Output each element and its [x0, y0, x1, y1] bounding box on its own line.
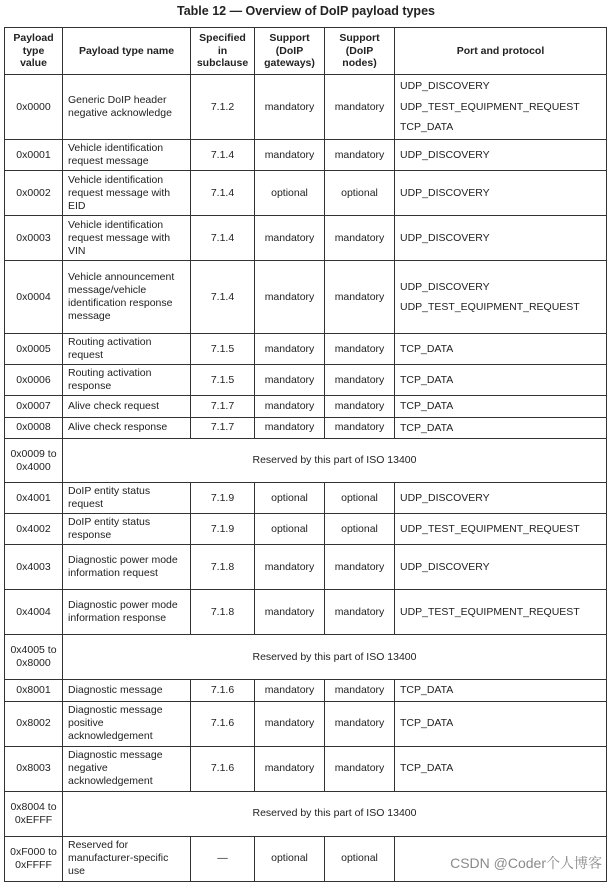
- payload-type-name: Diagnostic power mode information response: [63, 590, 191, 635]
- support-gateways: mandatory: [255, 75, 325, 140]
- table-title: Table 12 — Overview of DoIP payload types: [177, 4, 435, 18]
- support-gateways: mandatory: [255, 261, 325, 334]
- support-nodes: mandatory: [325, 261, 395, 334]
- table-row: [5, 680, 607, 702]
- port-protocol-item: TCP_DATA: [400, 717, 454, 730]
- port-protocol-item: TCP_DATA: [400, 121, 454, 134]
- payload-type-value: 0x0004: [5, 261, 63, 334]
- port-protocol: [395, 483, 607, 514]
- support-nodes: mandatory: [325, 680, 395, 702]
- payload-type-name: Diagnostic message: [63, 680, 191, 702]
- payload-type-value: 0x4001: [5, 483, 63, 514]
- payload-type-value: 0x0005: [5, 334, 63, 365]
- port-protocol: [395, 365, 607, 396]
- port-protocol: [395, 701, 607, 746]
- support-nodes: mandatory: [325, 746, 395, 791]
- table-row: [5, 261, 607, 334]
- payload-type-value: 0x8001: [5, 680, 63, 702]
- payload-type-name: Vehicle identification request message: [63, 140, 191, 171]
- port-protocol-item: UDP_DISCOVERY: [400, 186, 490, 199]
- support-nodes: mandatory: [325, 365, 395, 396]
- payload-type-value: 0x0008: [5, 417, 63, 439]
- table-row: [5, 701, 607, 746]
- reserved-row: [5, 439, 607, 483]
- table-row: [5, 75, 607, 140]
- payload-type-value: 0x8003: [5, 746, 63, 791]
- table-row: [5, 171, 607, 216]
- payload-type-value: 0x0006: [5, 365, 63, 396]
- port-protocol: [395, 216, 607, 261]
- payload-type-name: Diagnostic message positive acknowledgement: [63, 701, 191, 746]
- port-protocol-item: UDP_TEST_EQUIPMENT_REQUEST: [400, 301, 580, 313]
- header-port-protocol: Port and protocol: [395, 28, 607, 75]
- table-row: [5, 590, 607, 635]
- specified-clause: 7.1.7: [191, 417, 255, 439]
- specified-clause: 7.1.4: [191, 171, 255, 216]
- specified-clause: 7.1.7: [191, 396, 255, 418]
- support-nodes: mandatory: [325, 216, 395, 261]
- payload-type-name: Alive check response: [63, 417, 191, 439]
- port-protocol: [395, 261, 607, 334]
- support-gateways: mandatory: [255, 396, 325, 418]
- payload-type-value: 0x0000: [5, 75, 63, 140]
- payload-type-name: Vehicle identification request message with VIN: [63, 216, 191, 261]
- specified-clause: 7.1.4: [191, 140, 255, 171]
- payload-type-name: Vehicle announcement message/vehicle identification response message: [63, 261, 191, 334]
- table-row: [5, 417, 607, 439]
- port-protocol: [395, 396, 607, 418]
- specified-clause: 7.1.8: [191, 590, 255, 635]
- payload-types-table: [4, 27, 607, 882]
- table-row: [5, 746, 607, 791]
- port-protocol-item: TCP_DATA: [400, 342, 454, 355]
- support-gateways: optional: [255, 171, 325, 216]
- header-payload-type-value: Payload type value: [5, 28, 63, 75]
- payload-type-value: 0x8002: [5, 701, 63, 746]
- specified-clause: 7.1.9: [191, 514, 255, 545]
- support-gateways: mandatory: [255, 365, 325, 396]
- reserved-note: Reserved by this part of ISO 13400: [63, 791, 607, 836]
- specified-clause: 7.1.6: [191, 680, 255, 702]
- port-protocol: [395, 75, 607, 140]
- port-protocol-item: UDP_DISCOVERY: [400, 80, 490, 93]
- payload-type-name: Alive check request: [63, 396, 191, 418]
- specified-clause: 7.1.6: [191, 746, 255, 791]
- support-gateways: mandatory: [255, 680, 325, 702]
- payload-type-name: Diagnostic power mode information request: [63, 545, 191, 590]
- support-nodes: optional: [325, 514, 395, 545]
- payload-type-value: 0x0009 to 0x4000: [5, 439, 63, 483]
- payload-type-name: DoIP entity status response: [63, 514, 191, 545]
- payload-type-value: 0x0001: [5, 140, 63, 171]
- header-support-gateways: Support (DoIP gateways): [255, 28, 325, 75]
- port-protocol: [395, 417, 607, 439]
- table-row: [5, 216, 607, 261]
- port-protocol-item: UDP_DISCOVERY: [400, 148, 490, 161]
- payload-type-name: Generic DoIP header negative acknowledge: [63, 75, 191, 140]
- support-gateways: mandatory: [255, 746, 325, 791]
- payload-type-value: 0x4005 to 0x8000: [5, 635, 63, 680]
- port-protocol: [395, 680, 607, 702]
- header-specified-in: Specified in subclause: [191, 28, 255, 75]
- port-protocol-item: TCP_DATA: [400, 421, 454, 434]
- port-protocol-item: UDP_DISCOVERY: [400, 491, 490, 504]
- support-gateways: optional: [255, 514, 325, 545]
- port-protocol-item: UDP_TEST_EQUIPMENT_REQUEST: [400, 522, 580, 535]
- support-nodes: mandatory: [325, 590, 395, 635]
- table-body: [5, 75, 607, 882]
- specified-clause: 7.1.8: [191, 545, 255, 590]
- support-nodes: mandatory: [325, 545, 395, 590]
- payload-type-value: 0x4004: [5, 590, 63, 635]
- port-protocol-item: UDP_DISCOVERY: [400, 231, 490, 244]
- port-protocol: [395, 171, 607, 216]
- port-protocol: [395, 334, 607, 365]
- table-row: [5, 483, 607, 514]
- support-gateways: mandatory: [255, 417, 325, 439]
- payload-type-name: Routing activation response: [63, 365, 191, 396]
- payload-type-value: 0x8004 to 0xEFFF: [5, 791, 63, 836]
- payload-type-value: 0x4003: [5, 545, 63, 590]
- payload-type-value: 0x0003: [5, 216, 63, 261]
- specified-clause: 7.1.4: [191, 261, 255, 334]
- table-row: [5, 514, 607, 545]
- specified-clause: 7.1.2: [191, 75, 255, 140]
- support-nodes: optional: [325, 836, 395, 881]
- reserved-row: [5, 791, 607, 836]
- support-gateways: mandatory: [255, 545, 325, 590]
- support-nodes: mandatory: [325, 701, 395, 746]
- port-protocol-item: TCP_DATA: [400, 373, 454, 386]
- specified-clause: 7.1.4: [191, 216, 255, 261]
- table-row: [5, 545, 607, 590]
- port-protocol-item: TCP_DATA: [400, 762, 454, 775]
- support-gateways: mandatory: [255, 701, 325, 746]
- support-gateways: mandatory: [255, 590, 325, 635]
- specified-clause: 7.1.5: [191, 365, 255, 396]
- port-protocol: [395, 545, 607, 590]
- payload-type-value: 0xF000 to 0xFFFF: [5, 836, 63, 881]
- port-protocol-item: UDP_DISCOVERY: [400, 560, 490, 573]
- port-protocol: [395, 746, 607, 791]
- header-payload-type-name: Payload type name: [63, 28, 191, 75]
- table-row: [5, 334, 607, 365]
- port-protocol: [395, 590, 607, 635]
- support-nodes: optional: [325, 171, 395, 216]
- payload-type-value: 0x4002: [5, 514, 63, 545]
- support-gateways: mandatory: [255, 140, 325, 171]
- watermark: CSDN @Coder个人博客: [450, 855, 602, 871]
- specified-clause: 7.1.5: [191, 334, 255, 365]
- support-gateways: mandatory: [255, 334, 325, 365]
- reserved-row: [5, 635, 607, 680]
- port-protocol: [395, 514, 607, 545]
- support-gateways: mandatory: [255, 216, 325, 261]
- port-protocol-item: UDP_DISCOVERY: [400, 280, 490, 293]
- payload-type-name: Diagnostic message negative acknowledgement: [63, 746, 191, 791]
- payload-type-name: Routing activation request: [63, 334, 191, 365]
- table-row: [5, 396, 607, 418]
- support-nodes: mandatory: [325, 396, 395, 418]
- specified-clause: 7.1.6: [191, 701, 255, 746]
- port-protocol: [395, 140, 607, 171]
- reserved-note: Reserved by this part of ISO 13400: [63, 439, 607, 483]
- payload-type-name: Reserved for manufacturer-specific use: [63, 836, 191, 881]
- port-protocol-item: TCP_DATA: [400, 684, 454, 696]
- support-nodes: mandatory: [325, 334, 395, 365]
- table-row: [5, 365, 607, 396]
- support-nodes: mandatory: [325, 140, 395, 171]
- payload-type-name: DoIP entity status request: [63, 483, 191, 514]
- payload-type-value: 0x0007: [5, 396, 63, 418]
- table-row: [5, 140, 607, 171]
- support-nodes: optional: [325, 483, 395, 514]
- header-row: [5, 28, 607, 75]
- payload-type-name: Vehicle identification request message with EID: [63, 171, 191, 216]
- port-protocol-item: UDP_TEST_EQUIPMENT_REQUEST: [400, 100, 580, 113]
- port-protocol-item: TCP_DATA: [400, 400, 454, 412]
- header-support-nodes: Support (DoIP nodes): [325, 28, 395, 75]
- support-gateways: optional: [255, 483, 325, 514]
- specified-clause: —: [191, 836, 255, 881]
- specified-clause: 7.1.9: [191, 483, 255, 514]
- support-gateways: optional: [255, 836, 325, 881]
- reserved-note: Reserved by this part of ISO 13400: [63, 635, 607, 680]
- port-protocol-item: UDP_TEST_EQUIPMENT_REQUEST: [400, 605, 580, 618]
- support-nodes: mandatory: [325, 75, 395, 140]
- payload-type-value: 0x0002: [5, 171, 63, 216]
- support-nodes: mandatory: [325, 417, 395, 439]
